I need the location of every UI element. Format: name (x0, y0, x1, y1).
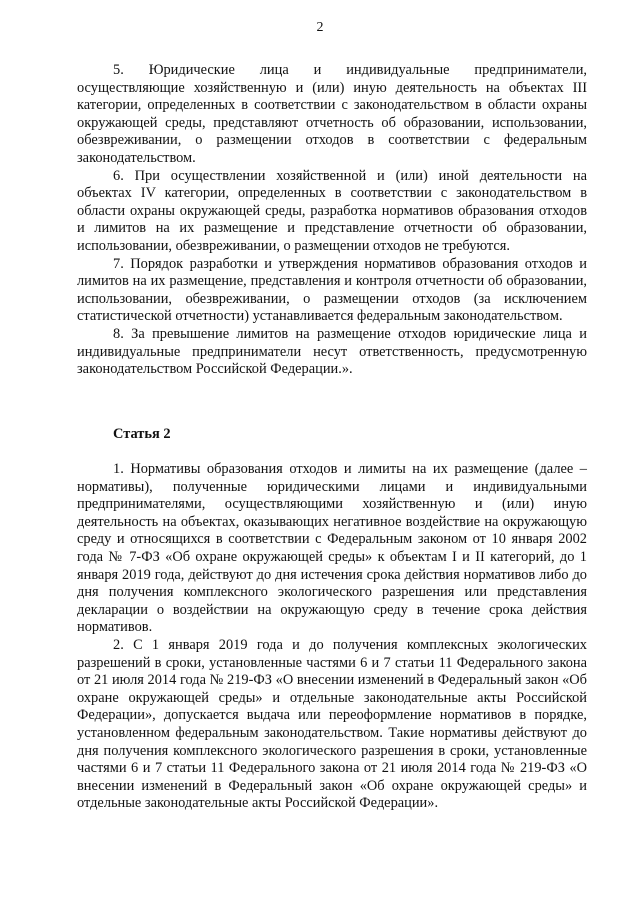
page-number: 2 (316, 20, 324, 35)
paragraph-5: 5. Юридические лица и индивидуальные предприниматели, осуществляющие хозяйственную и (или) иную деятельность на объектах III категории, определенных в соответствии с законодательством в области охраны окружающей среды, представляют отчетность об образовании, использовании, обезвреживании, о размещении отходов в соответствии с федеральным законодательством. (77, 62, 587, 166)
paragraph-7: 7. Порядок разработки и утверждения нормативов образования отходов и лимитов на их размещение, представления и контроля отчетности об образовании, использовании, обезвреживании, о размещении отходов (за исключением статистической отчетности) устанавливается федеральным законодательством. (77, 255, 587, 325)
paragraph-6: 6. При осуществлении хозяйственной и (или) иной деятельности на объектах IV категории, определенных в соответствии с законодательством в области охраны окружающей среды, разработка нормативов образования отходов и лимитов на их размещение и представление отчетности об образовании, использовании, обезвреживании, о размещении отходов не требуются. (77, 167, 587, 254)
article-2-body (77, 461, 587, 813)
paragraph-8: 8. За превышение лимитов на размещение отходов юридические лица и индивидуальные предприниматели несут ответственность, предусмотренную законодательством Российской Федерации.». (77, 325, 587, 378)
article-2-heading: Статья 2 (113, 426, 171, 442)
section-1-body (77, 62, 587, 379)
article-2-paragraph-1: 1. Нормативы образования отходов и лимиты на их размещение (далее – нормативы), полученные юридическими лицами и индивидуальными предпринимателями, осуществляющими хозяйственную и (или) иную деятельность на объектах, оказывающих негативное воздействие на окружающую среду и относящихся в соответствии с Федеральным законом от 10 января 2002 года № 7-ФЗ «Об охране окружающей среды» к объектам I и II категорий, до 1 января 2019 года, действуют до дня истечения срока действия нормативов либо до дня получения комплексного экологического разрешения или представления декларации о воздействии на окружающую среду в течение срока действия нормативов. (77, 461, 587, 636)
article-2-paragraph-2: 2. С 1 января 2019 года и до получения комплексных экологических разрешений в сроки, установленные частями 6 и 7 статьи 11 Федерального закона от 21 июля 2014 года № 219-ФЗ «О внесении изменений в Федеральный закон «Об охране окружающей среды» и отдельные законодательные акты Российской Федерации», допускается выдача или переоформление нормативов в порядке, установленном федеральным законодательством. Такие нормативы действуют до дня получения комплексного экологического разрешения в сроки, установленные частями 6 и 7 статьи 11 Федерального закона от 21 июля 2014 года № 219-ФЗ «О внесении изменений в Федеральный закон «Об охране окружающей среды» и отдельные законодательные акты Российской Федерации». (77, 636, 587, 812)
